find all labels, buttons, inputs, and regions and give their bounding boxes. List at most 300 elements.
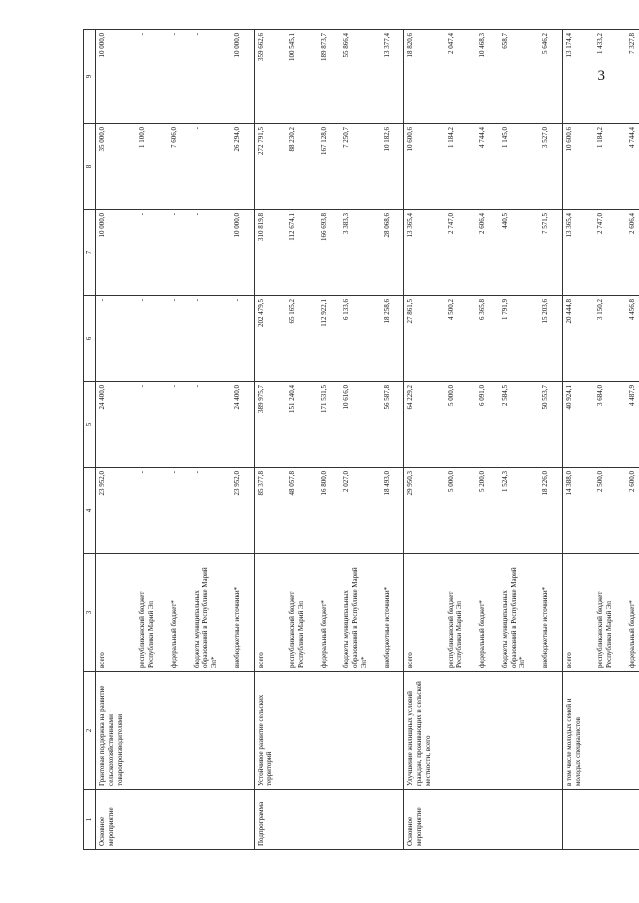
measure-type-cell	[381, 790, 394, 850]
value-cell: 65 165,2	[286, 296, 308, 382]
table-row	[476, 30, 489, 850]
spacer-cell	[584, 672, 594, 790]
value-cell: 10 616,0	[340, 382, 370, 468]
spacer-cell	[181, 296, 191, 382]
spacer-cell	[308, 554, 318, 672]
spacer-cell	[552, 124, 563, 210]
value-cell: 13 377,4	[381, 30, 394, 124]
funding-source-cell: республиканский бюджет Республики Марий Эл	[594, 554, 616, 672]
value-cell: 171 531,5	[318, 382, 331, 468]
row-spacer	[276, 30, 286, 850]
spacer-cell	[466, 210, 476, 296]
spacer-cell	[181, 468, 191, 554]
spacer-cell	[371, 672, 381, 790]
measure-name-cell	[476, 672, 489, 790]
value-cell: 7 571,5	[539, 210, 552, 296]
spacer-cell	[330, 382, 340, 468]
value-cell: 10 468,3	[476, 30, 489, 124]
measure-type-cell	[191, 790, 221, 850]
measure-type-cell	[286, 790, 308, 850]
spacer-cell	[276, 296, 286, 382]
spacer-cell	[181, 210, 191, 296]
spacer-cell	[584, 30, 594, 124]
spacer-cell	[529, 554, 539, 672]
table-row	[191, 30, 221, 850]
spacer-cell	[435, 672, 445, 790]
value-cell: 6 091,0	[476, 382, 489, 468]
spacer-cell	[308, 790, 318, 850]
table-row	[340, 30, 370, 850]
value-cell: -	[136, 30, 158, 124]
spacer-cell	[221, 790, 231, 850]
funding-source-cell: внебюджетные источники*	[231, 554, 244, 672]
measure-type-cell	[168, 790, 181, 850]
spacer-cell	[584, 124, 594, 210]
value-cell: -	[136, 468, 158, 554]
measure-name-cell	[136, 672, 158, 790]
value-cell: 5 000,0	[445, 468, 467, 554]
spacer-cell	[616, 468, 626, 554]
table-row	[539, 30, 552, 850]
funding-source-cell: всего	[254, 554, 276, 672]
table-row	[286, 30, 308, 850]
measure-name-cell	[539, 672, 552, 790]
spacer-cell	[466, 382, 476, 468]
funding-source-cell: бюджеты муниципальных образований в Республике Марий Эл*	[499, 554, 529, 672]
value-cell: 64 229,2	[404, 382, 435, 468]
spacer-cell	[552, 672, 563, 790]
spacer-cell	[244, 554, 255, 672]
value-cell: 6 133,6	[340, 296, 370, 382]
column-header: 9	[84, 30, 96, 124]
spacer-cell	[221, 296, 231, 382]
spacer-cell	[221, 672, 231, 790]
spacer-cell	[371, 468, 381, 554]
column-header: 7	[84, 210, 96, 296]
spacer-cell	[126, 30, 136, 124]
value-cell: 5 200,0	[476, 468, 489, 554]
spacer-cell	[371, 210, 381, 296]
measure-name-cell	[340, 672, 370, 790]
spacer-cell	[466, 790, 476, 850]
value-cell: 166 693,8	[318, 210, 331, 296]
spacer-cell	[308, 296, 318, 382]
spacer-cell	[330, 672, 340, 790]
value-cell: 1 433,2	[594, 30, 616, 124]
spacer-cell	[435, 124, 445, 210]
measure-type-cell	[318, 790, 331, 850]
measure-type-cell	[476, 790, 489, 850]
spacer-cell	[158, 672, 168, 790]
spacer-cell	[308, 210, 318, 296]
spacer-cell	[466, 124, 476, 210]
value-cell: 18 258,6	[381, 296, 394, 382]
value-cell: -	[96, 296, 127, 382]
row-spacer	[181, 30, 191, 850]
row-spacer	[126, 30, 136, 850]
measure-name-cell: Устойчивое развитие сельских территорий	[254, 672, 276, 790]
value-cell: 4 500,2	[445, 296, 467, 382]
spacer-cell	[308, 30, 318, 124]
spacer-cell	[244, 124, 255, 210]
measure-type-cell	[539, 790, 552, 850]
spacer-cell	[584, 468, 594, 554]
spacer-cell	[181, 672, 191, 790]
value-cell: 88 230,2	[286, 124, 308, 210]
spacer-cell	[371, 382, 381, 468]
table-row	[499, 30, 529, 850]
spacer-cell	[276, 790, 286, 850]
value-cell: 4 487,9	[626, 382, 639, 468]
value-cell: 3 150,2	[594, 296, 616, 382]
table-row	[168, 30, 181, 850]
spacer-cell	[552, 382, 563, 468]
spacer-cell	[330, 790, 340, 850]
row-spacer	[244, 30, 255, 850]
spacer-cell	[435, 210, 445, 296]
table-row	[381, 30, 394, 850]
spacer-cell	[158, 124, 168, 210]
measure-type-cell: Основное мероприятие	[404, 790, 435, 850]
value-cell: 2 027,0	[340, 468, 370, 554]
spacer-cell	[529, 210, 539, 296]
value-cell: 4 744,4	[626, 124, 639, 210]
spacer-cell	[489, 124, 499, 210]
spacer-cell	[371, 30, 381, 124]
value-cell: 2 500,0	[594, 468, 616, 554]
value-cell: 359 662,6	[254, 30, 276, 124]
spacer-cell	[126, 790, 136, 850]
row-spacer	[158, 30, 168, 850]
measure-name-cell	[381, 672, 394, 790]
value-cell: -	[191, 468, 221, 554]
spacer-cell	[181, 124, 191, 210]
value-cell: 4 456,8	[626, 296, 639, 382]
spacer-cell	[616, 554, 626, 672]
row-spacer	[489, 30, 499, 850]
value-cell: 1 791,9	[499, 296, 529, 382]
value-cell: 10 000,0	[231, 210, 244, 296]
spacer-cell	[276, 468, 286, 554]
spacer-cell	[552, 296, 563, 382]
measure-name-cell	[626, 672, 639, 790]
spacer-cell	[616, 210, 626, 296]
spacer-cell	[393, 124, 404, 210]
value-cell: 14 388,0	[562, 468, 584, 554]
value-cell: 389 975,7	[254, 382, 276, 468]
value-cell: 23 952,0	[96, 468, 127, 554]
table-body	[96, 30, 639, 850]
spacer-cell	[529, 30, 539, 124]
spacer-cell	[393, 30, 404, 124]
measure-name-cell	[191, 672, 221, 790]
budget-table	[83, 29, 639, 850]
table-row	[562, 30, 584, 850]
spacer-cell	[393, 554, 404, 672]
column-header: 5	[84, 382, 96, 468]
measure-name-cell: в том числе молодых семей и молодых специалистов	[562, 672, 584, 790]
spacer-cell	[584, 790, 594, 850]
spacer-cell	[126, 210, 136, 296]
spacer-cell	[126, 124, 136, 210]
spacer-cell	[158, 210, 168, 296]
spacer-cell	[371, 124, 381, 210]
spacer-cell	[158, 468, 168, 554]
spacer-cell	[529, 790, 539, 850]
spacer-cell	[330, 554, 340, 672]
column-header: 6	[84, 296, 96, 382]
spacer-cell	[126, 468, 136, 554]
spacer-cell	[244, 672, 255, 790]
row-spacer	[308, 30, 318, 850]
spacer-cell	[158, 296, 168, 382]
spacer-cell	[371, 296, 381, 382]
spacer-cell	[435, 554, 445, 672]
table-row	[445, 30, 467, 850]
spacer-cell	[393, 296, 404, 382]
table-row	[318, 30, 331, 850]
value-cell: 5 646,2	[539, 30, 552, 124]
value-cell: -	[191, 124, 221, 210]
value-cell: 440,5	[499, 210, 529, 296]
value-cell: 13 365,4	[562, 210, 584, 296]
value-cell: 85 377,8	[254, 468, 276, 554]
measure-type-cell: Подпрограмма	[254, 790, 276, 850]
value-cell: 272 791,5	[254, 124, 276, 210]
column-header: 1	[84, 790, 96, 850]
spacer-cell	[584, 382, 594, 468]
spacer-cell	[393, 210, 404, 296]
value-cell: 2 047,4	[445, 30, 467, 124]
column-header: 8	[84, 124, 96, 210]
value-cell: 7 606,0	[168, 124, 181, 210]
value-cell: 18 493,0	[381, 468, 394, 554]
spacer-cell	[276, 554, 286, 672]
value-cell: 310 819,8	[254, 210, 276, 296]
spacer-cell	[466, 30, 476, 124]
value-cell: -	[191, 30, 221, 124]
value-cell: 5 000,0	[445, 382, 467, 468]
spacer-cell	[616, 790, 626, 850]
spacer-cell	[330, 30, 340, 124]
measure-type-cell	[626, 790, 639, 850]
measure-name-cell	[286, 672, 308, 790]
value-cell: 189 873,7	[318, 30, 331, 124]
value-cell: 28 068,6	[381, 210, 394, 296]
spacer-cell	[126, 382, 136, 468]
spacer-cell	[330, 296, 340, 382]
table-row	[594, 30, 616, 850]
table-row	[254, 30, 276, 850]
funding-source-cell: всего	[562, 554, 584, 672]
value-cell: 3 684,0	[594, 382, 616, 468]
row-spacer	[330, 30, 340, 850]
value-cell: 24 400,0	[96, 382, 127, 468]
measure-name-cell	[168, 672, 181, 790]
spacer-cell	[221, 382, 231, 468]
measure-type-cell	[340, 790, 370, 850]
spacer-cell	[393, 672, 404, 790]
value-cell: 1 145,0	[499, 124, 529, 210]
value-cell: 15 203,6	[539, 296, 552, 382]
value-cell: 167 128,0	[318, 124, 331, 210]
spacer-cell	[529, 468, 539, 554]
measure-name-cell	[594, 672, 616, 790]
spacer-cell	[393, 382, 404, 468]
value-cell: 1 524,3	[499, 468, 529, 554]
measure-name-cell	[499, 672, 529, 790]
value-cell: 10 182,6	[381, 124, 394, 210]
spacer-cell	[584, 296, 594, 382]
spacer-cell	[330, 468, 340, 554]
spacer-cell	[489, 468, 499, 554]
value-cell: 10 000,0	[96, 30, 127, 124]
spacer-cell	[435, 468, 445, 554]
spacer-cell	[435, 382, 445, 468]
value-cell: 48 057,8	[286, 468, 308, 554]
value-cell: -	[168, 30, 181, 124]
value-cell: 2 747,0	[445, 210, 467, 296]
spacer-cell	[244, 382, 255, 468]
value-cell: 202 479,5	[254, 296, 276, 382]
column-header: 2	[84, 672, 96, 790]
spacer-cell	[435, 790, 445, 850]
value-cell: 16 800,0	[318, 468, 331, 554]
spacer-cell	[308, 468, 318, 554]
funding-source-cell: республиканский бюджет Республики Марий Эл	[136, 554, 158, 672]
spacer-cell	[181, 382, 191, 468]
spacer-cell	[489, 296, 499, 382]
spacer-cell	[244, 30, 255, 124]
spacer-cell	[616, 296, 626, 382]
row-spacer	[371, 30, 381, 850]
value-cell: 35 000,0	[96, 124, 127, 210]
value-cell: -	[168, 210, 181, 296]
funding-source-cell: федеральный бюджет*	[626, 554, 639, 672]
spacer-cell	[158, 382, 168, 468]
column-header: 4	[84, 468, 96, 554]
measure-type-cell	[562, 790, 584, 850]
measure-type-cell	[136, 790, 158, 850]
spacer-cell	[552, 210, 563, 296]
spacer-cell	[330, 210, 340, 296]
measure-type-cell	[445, 790, 467, 850]
spacer-cell	[584, 210, 594, 296]
value-cell: -	[191, 210, 221, 296]
value-cell: -	[191, 296, 221, 382]
spacer-cell	[489, 382, 499, 468]
table-row	[231, 30, 244, 850]
value-cell: 24 400,0	[231, 382, 244, 468]
value-cell: -	[168, 296, 181, 382]
rotated-table-container	[83, 30, 636, 850]
value-cell: -	[231, 296, 244, 382]
value-cell: -	[168, 468, 181, 554]
spacer-cell	[158, 30, 168, 124]
funding-source-cell: федеральный бюджет*	[476, 554, 489, 672]
value-cell: 112 674,1	[286, 210, 308, 296]
value-cell: 10 600,6	[562, 124, 584, 210]
value-cell: 18 820,6	[404, 30, 435, 124]
value-cell: 26 294,0	[231, 124, 244, 210]
spacer-cell	[393, 790, 404, 850]
spacer-cell	[158, 554, 168, 672]
page-number: 3	[597, 68, 605, 84]
spacer-cell	[435, 296, 445, 382]
spacer-cell	[244, 790, 255, 850]
spacer-cell	[126, 554, 136, 672]
spacer-cell	[371, 790, 381, 850]
value-cell: -	[136, 210, 158, 296]
funding-source-cell: всего	[404, 554, 435, 672]
spacer-cell	[584, 554, 594, 672]
value-cell: 56 587,8	[381, 382, 394, 468]
value-cell: 1 100,0	[136, 124, 158, 210]
value-cell: 151 240,4	[286, 382, 308, 468]
funding-source-cell: бюджеты муниципальных образований в Республике Марий Эл*	[340, 554, 370, 672]
value-cell: 40 924,1	[562, 382, 584, 468]
spacer-cell	[308, 382, 318, 468]
spacer-cell	[489, 672, 499, 790]
spacer-cell	[489, 790, 499, 850]
spacer-cell	[158, 790, 168, 850]
spacer-cell	[221, 468, 231, 554]
funding-source-cell: внебюджетные источники*	[381, 554, 394, 672]
row-spacer	[466, 30, 476, 850]
value-cell: 13 365,4	[404, 210, 435, 296]
spacer-cell	[466, 468, 476, 554]
measure-name-cell: Улучшение жилищных условий граждан, проживающих в сельской местности, всего	[404, 672, 435, 790]
spacer-cell	[181, 554, 191, 672]
spacer-cell	[221, 124, 231, 210]
funding-source-cell: республиканский бюджет Республики Марий Эл	[445, 554, 467, 672]
value-cell: 4 744,4	[476, 124, 489, 210]
value-cell: 10 000,0	[96, 210, 127, 296]
spacer-cell	[126, 672, 136, 790]
value-cell: 2 606,4	[626, 210, 639, 296]
value-cell: -	[168, 382, 181, 468]
value-cell: -	[136, 382, 158, 468]
funding-source-cell: внебюджетные источники*	[539, 554, 552, 672]
spacer-cell	[529, 382, 539, 468]
table-row	[626, 30, 639, 850]
row-spacer	[552, 30, 563, 850]
spacer-cell	[371, 554, 381, 672]
column-header: 3	[84, 554, 96, 672]
spacer-cell	[489, 30, 499, 124]
spacer-cell	[244, 210, 255, 296]
spacer-cell	[529, 124, 539, 210]
spacer-cell	[616, 124, 626, 210]
measure-name-cell	[445, 672, 467, 790]
spacer-cell	[181, 790, 191, 850]
measure-name-cell	[318, 672, 331, 790]
value-cell: 7 250,7	[340, 124, 370, 210]
funding-source-cell: всего	[96, 554, 127, 672]
measure-name-cell: Грантовая поддержка на развитие сельскохозяйственными товаропроизводителями	[96, 672, 127, 790]
spacer-cell	[276, 210, 286, 296]
value-cell: 18 226,0	[539, 468, 552, 554]
spacer-cell	[552, 554, 563, 672]
spacer-cell	[244, 468, 255, 554]
spacer-cell	[616, 382, 626, 468]
value-cell: 23 952,0	[231, 468, 244, 554]
spacer-cell	[308, 672, 318, 790]
value-cell: 7 327,8	[626, 30, 639, 124]
value-cell: 2 606,4	[476, 210, 489, 296]
row-spacer	[393, 30, 404, 850]
measure-name-cell	[231, 672, 244, 790]
